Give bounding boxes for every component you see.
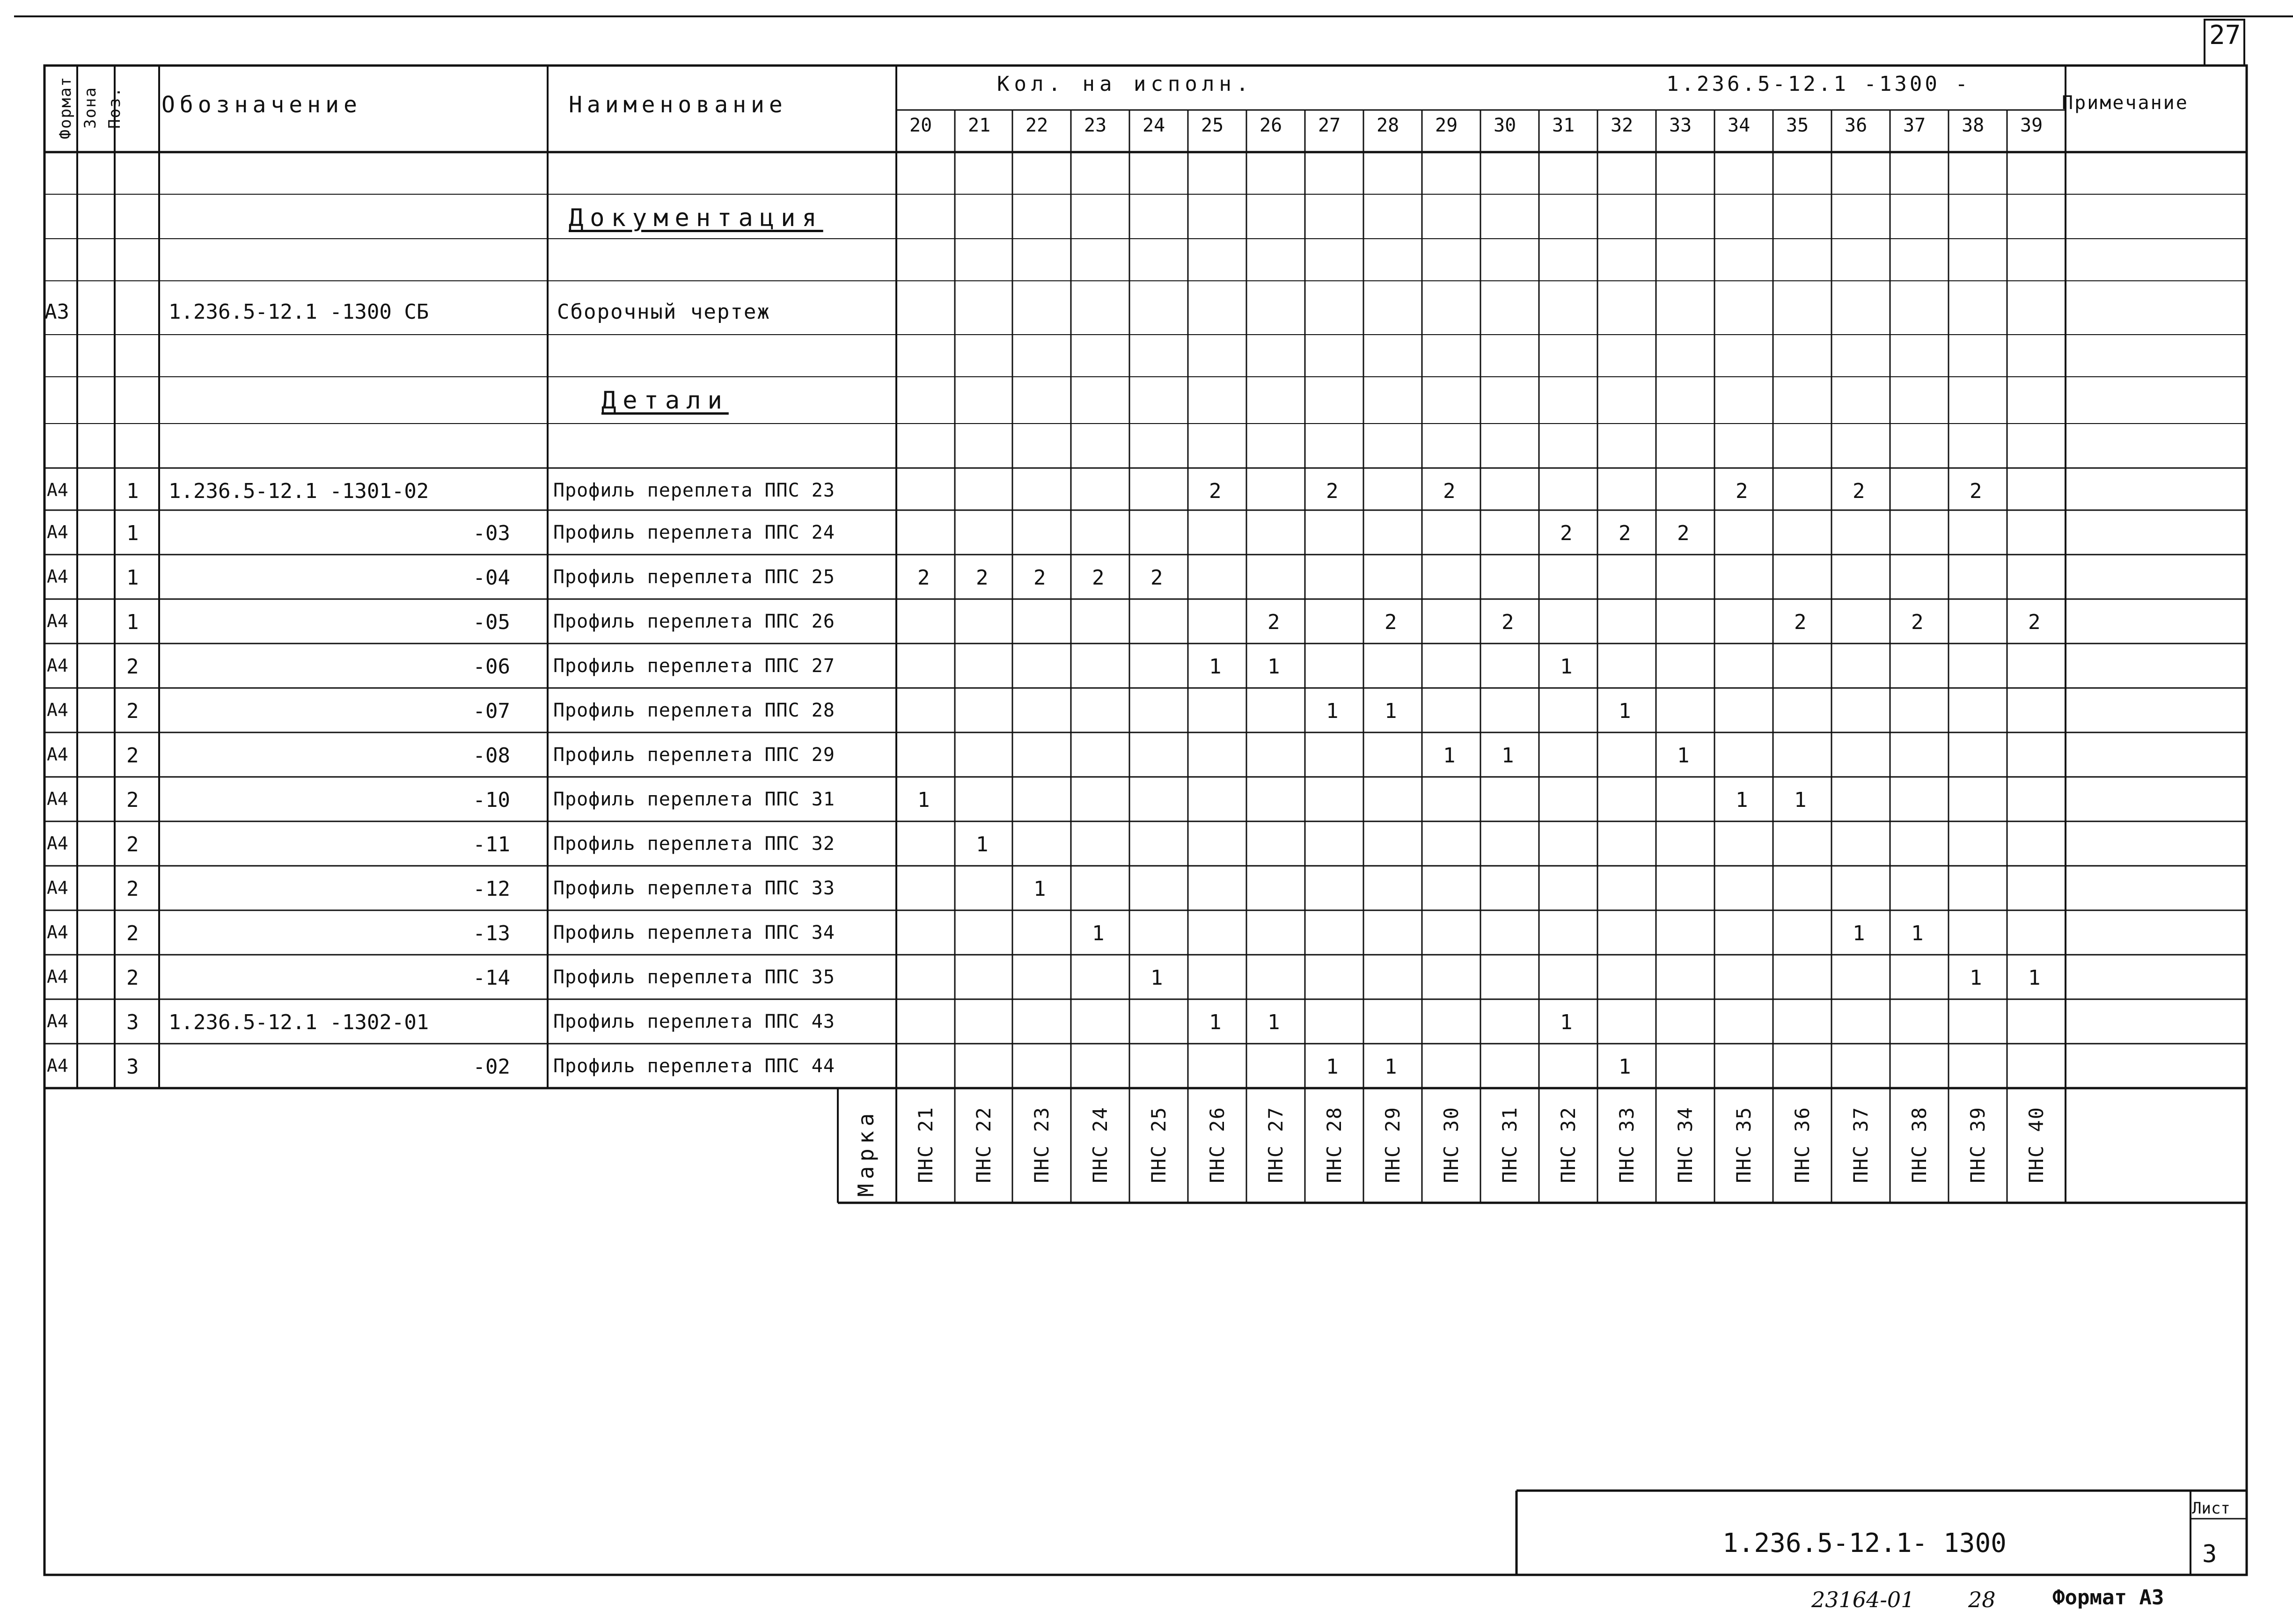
row-pos: 2 — [126, 788, 139, 812]
qty-cell: 1 — [1209, 655, 1222, 679]
footer-format: Формат А3 — [2052, 1586, 2164, 1609]
qty-cell: 1 — [1267, 1010, 1280, 1034]
marka-value: ПНС 30 — [1439, 1106, 1463, 1183]
row-name: Профиль переплета ППС 43 — [553, 1011, 835, 1032]
row-designation: -13 — [473, 922, 510, 945]
qty-cell: 1 — [1853, 922, 1865, 945]
row-pos: 2 — [126, 922, 139, 945]
variant-label: 32 — [1611, 115, 1634, 136]
qty-cell: 1 — [2028, 966, 2041, 990]
page-number: 27 — [2209, 20, 2241, 51]
row-designation: -06 — [473, 655, 510, 679]
variant-label: 37 — [1903, 115, 1926, 136]
qty-cell: 2 — [1970, 479, 1982, 503]
variant-label: 27 — [1318, 115, 1341, 136]
row-format: А4 — [47, 522, 68, 542]
qty-cell: 2 — [1209, 479, 1222, 503]
footer-order: 23164-01 — [1811, 1587, 1915, 1612]
row-pos: 2 — [126, 699, 139, 723]
qty-cell: 1 — [1502, 744, 1514, 768]
qty-cell: 2 — [1326, 479, 1339, 503]
variant-label: 34 — [1728, 115, 1751, 136]
variant-label: 28 — [1377, 115, 1399, 136]
marka-label: Марка — [853, 1108, 879, 1197]
main-frame — [44, 66, 2247, 1575]
marka-value: ПНС 39 — [1966, 1106, 1989, 1183]
marka-value: ПНС 38 — [1907, 1106, 1931, 1183]
header-qty-doc: 1.236.5-12.1 -1300 - — [1666, 72, 1971, 96]
marka-value: ПНС 24 — [1088, 1106, 1112, 1183]
variant-label: 30 — [1494, 115, 1516, 136]
marka-value: ПНС 23 — [1030, 1106, 1053, 1183]
row-pos: 1 — [126, 610, 139, 634]
row-format: А4 — [47, 789, 68, 809]
row-pos: 2 — [126, 966, 139, 990]
variant-label: 31 — [1552, 115, 1575, 136]
qty-cell: 1 — [1736, 788, 1748, 812]
row-name: Профиль переплета ППС 34 — [553, 922, 835, 944]
header-zone: Зона — [81, 87, 100, 129]
row-format: А4 — [47, 700, 68, 720]
marka-value: ПНС 25 — [1147, 1106, 1170, 1183]
variant-label: 23 — [1084, 115, 1107, 136]
qty-cell: 2 — [1677, 521, 1690, 545]
row-format: А4 — [47, 833, 68, 854]
title-sheet-number: 3 — [2202, 1540, 2217, 1568]
row-pos: 1 — [126, 566, 139, 590]
marka-value: ПНС 26 — [1205, 1106, 1229, 1183]
variant-label: 33 — [1669, 115, 1692, 136]
row-designation: -12 — [473, 877, 510, 901]
drawing-name: Сборочный чертеж — [557, 300, 770, 324]
qty-cell: 2 — [1443, 479, 1456, 503]
variant-label: 24 — [1143, 115, 1165, 136]
marka-value: ПНС 36 — [1790, 1106, 1814, 1183]
qty-cell: 2 — [2028, 610, 2041, 634]
row-name: Профиль переплета ППС 24 — [553, 522, 835, 543]
row-pos: 3 — [126, 1055, 139, 1079]
row-pos: 2 — [126, 877, 139, 901]
qty-cell: 1 — [1619, 699, 1631, 723]
qty-cell: 1 — [1443, 744, 1456, 768]
variant-label: 36 — [1845, 115, 1868, 136]
marka-value: ПНС 35 — [1732, 1106, 1755, 1183]
row-format: А4 — [47, 744, 68, 765]
marka-value: ПНС 28 — [1322, 1106, 1346, 1183]
header-name: Наименование — [569, 92, 787, 118]
row-format: А4 — [47, 878, 68, 898]
row-designation: 1.236.5-12.1 -1301-02 — [168, 479, 429, 503]
qty-cell: 1 — [1677, 744, 1690, 768]
header-qty: Кол. на исполн. — [997, 72, 1253, 96]
row-name: Профиль переплета ППС 23 — [553, 480, 835, 501]
variant-label: 22 — [1026, 115, 1048, 136]
qty-cell: 2 — [1092, 566, 1105, 590]
row-format: А4 — [47, 566, 68, 587]
variant-label: 35 — [1786, 115, 1809, 136]
row-name: Профиль переплета ППС 29 — [553, 744, 835, 766]
drawing-designation: 1.236.5-12.1 -1300 СБ — [168, 300, 429, 324]
row-format: А4 — [47, 655, 68, 676]
qty-cell: 2 — [1619, 521, 1631, 545]
variant-label: 39 — [2020, 115, 2043, 136]
qty-cell: 2 — [1150, 566, 1163, 590]
qty-cell: 2 — [1502, 610, 1514, 634]
variant-label: 20 — [909, 115, 932, 136]
qty-cell: 1 — [1326, 699, 1339, 723]
row-designation: -02 — [473, 1055, 510, 1079]
row-name: Профиль переплета ППС 26 — [553, 611, 835, 632]
qty-cell: 1 — [1267, 655, 1280, 679]
footer-number: 28 — [1968, 1587, 1996, 1612]
qty-cell: 1 — [1092, 922, 1105, 945]
qty-cell: 1 — [1209, 1010, 1222, 1034]
row-pos: 2 — [126, 833, 139, 856]
marka-value: ПНС 31 — [1498, 1106, 1521, 1183]
marka-value: ПНС 32 — [1556, 1106, 1580, 1183]
header-designation: Обозначение — [161, 92, 362, 118]
qty-cell: 1 — [1560, 1010, 1573, 1034]
header-note: Примечание — [2062, 92, 2189, 114]
qty-cell: 2 — [1736, 479, 1748, 503]
qty-cell: 1 — [1385, 699, 1397, 723]
qty-cell: 2 — [1385, 610, 1397, 634]
qty-cell: 1 — [1560, 655, 1573, 679]
row-designation: -05 — [473, 610, 510, 634]
marka-value: ПНС 22 — [972, 1106, 995, 1183]
variant-label: 21 — [968, 115, 991, 136]
qty-cell: 2 — [1794, 610, 1807, 634]
row-designation: -08 — [473, 744, 510, 768]
row-designation: -10 — [473, 788, 510, 812]
row-format: А4 — [47, 1011, 68, 1031]
qty-cell: 2 — [1853, 479, 1865, 503]
row-designation: -07 — [473, 699, 510, 723]
row-designation: -14 — [473, 966, 510, 990]
row-name: Профиль переплета ППС 32 — [553, 833, 835, 855]
row-name: Профиль переплета ППС 44 — [553, 1055, 835, 1077]
qty-cell: 1 — [1619, 1055, 1631, 1079]
variant-label: 26 — [1260, 115, 1282, 136]
marka-value: ПНС 27 — [1264, 1106, 1287, 1183]
qty-cell: 1 — [1385, 1055, 1397, 1079]
row-pos: 1 — [126, 479, 139, 503]
row-designation: -04 — [473, 566, 510, 590]
row-format: А4 — [47, 480, 68, 500]
qty-cell: 1 — [1911, 922, 1924, 945]
qty-cell: 2 — [1911, 610, 1924, 634]
variant-label: 29 — [1435, 115, 1458, 136]
title-sheet-label: Лист — [2192, 1499, 2230, 1518]
section-documentation: Документация — [569, 204, 823, 232]
marka-value: ПНС 33 — [1615, 1106, 1638, 1183]
marka-value: ПНС 40 — [2024, 1106, 2048, 1183]
row-name: Профиль переплета ППС 25 — [553, 566, 835, 588]
qty-cell: 1 — [917, 788, 930, 812]
row-pos: 2 — [126, 744, 139, 768]
qty-cell: 2 — [976, 566, 989, 590]
qty-cell: 1 — [1794, 788, 1807, 812]
row-pos: 2 — [126, 655, 139, 679]
row-pos: 1 — [126, 521, 139, 545]
marka-value: ПНС 21 — [914, 1106, 937, 1183]
row-name: Профиль переплета ППС 33 — [553, 878, 835, 899]
row-name: Профиль переплета ППС 27 — [553, 655, 835, 677]
qty-cell: 1 — [1150, 966, 1163, 990]
qty-cell: 2 — [917, 566, 930, 590]
qty-cell: 2 — [1267, 610, 1280, 634]
qty-cell: 1 — [1326, 1055, 1339, 1079]
qty-cell: 2 — [1033, 566, 1046, 590]
row-format: А4 — [47, 922, 68, 943]
drawing-format: А3 — [44, 300, 69, 324]
title-doc: 1.236.5-12.1- 1300 — [1722, 1528, 2007, 1558]
row-pos: 3 — [126, 1010, 139, 1034]
header-format: Формат — [56, 76, 75, 139]
variant-label: 25 — [1201, 115, 1224, 136]
marka-value: ПНС 34 — [1673, 1106, 1697, 1183]
marka-value: ПНС 29 — [1381, 1106, 1404, 1183]
row-name: Профиль переплета ППС 31 — [553, 789, 835, 810]
row-format: А4 — [47, 1055, 68, 1076]
row-designation: 1.236.5-12.1 -1302-01 — [168, 1010, 429, 1034]
row-format: А4 — [47, 611, 68, 631]
row-name: Профиль переплета ППС 28 — [553, 700, 835, 721]
section-details: Детали — [601, 387, 729, 415]
marka-value: ПНС 37 — [1849, 1106, 1872, 1183]
qty-cell: 2 — [1560, 521, 1573, 545]
variant-label: 38 — [1962, 115, 1985, 136]
header-pos: Поз. — [105, 87, 124, 129]
row-format: А4 — [47, 966, 68, 987]
qty-cell: 1 — [976, 833, 989, 856]
row-designation: -11 — [473, 833, 510, 856]
row-name: Профиль переплета ППС 35 — [553, 966, 835, 988]
qty-cell: 1 — [1033, 877, 1046, 901]
row-designation: -03 — [473, 521, 510, 545]
qty-cell: 1 — [1970, 966, 1982, 990]
